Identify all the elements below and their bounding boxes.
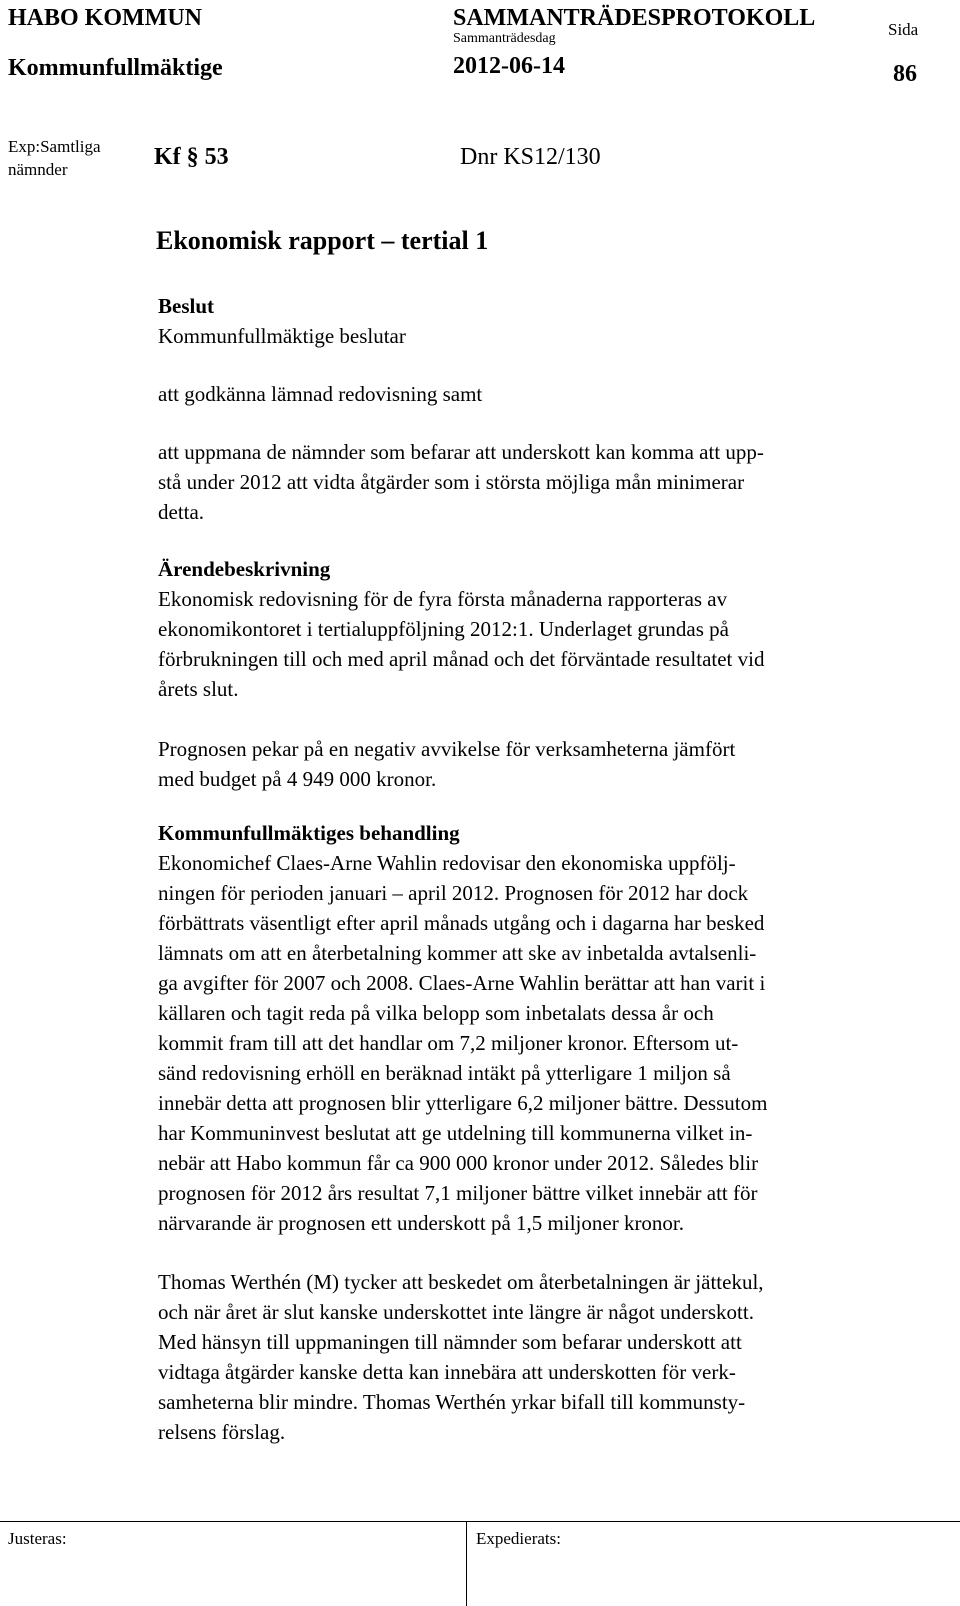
behandling-line: innebär detta att prognosen blir ytterligare 6,2 miljoner bättre. Dessutom [158, 1091, 768, 1115]
behandling-line: och när året är slut kanske underskottet inte längre är något underskott. [158, 1300, 754, 1324]
behandling-line: samheterna blir mindre. Thomas Werthén yrkar bifall till kommunsty- [158, 1390, 746, 1414]
arende-heading: Ärendebeskrivning [158, 557, 331, 581]
behandling-line: nebär att Habo kommun får ca 900 000 kronor under 2012. Således blir [158, 1151, 759, 1175]
beslut-line: att godkänna lämnad redovisning samt [158, 382, 483, 406]
behandling-line: närvarande är prognosen ett underskott på 1,5 miljoner kronor. [158, 1211, 685, 1235]
behandling-line: Med hänsyn till uppmaningen till nämnder som befarar underskott att [158, 1330, 742, 1354]
expedierats-label: Expedierats: [476, 1529, 561, 1548]
expedition-line-2: nämnder [8, 160, 68, 179]
diary-number: Dnr KS12/130 [460, 144, 601, 170]
arende-line: förbrukningen till och med april månad och det förväntade resultatet vid [158, 647, 765, 671]
meeting-date-label: Sammanträdesdag [453, 31, 556, 46]
behandling-line: Ekonomichef Claes-Arne Wahlin redovisar den ekonomiska uppfölj- [158, 851, 736, 875]
justeras-label: Justeras: [8, 1529, 67, 1548]
beslut-line: att uppmana de nämnder som befarar att underskott kan komma att upp- [158, 440, 764, 464]
behandling-line: relsens förslag. [158, 1420, 286, 1444]
beslut-line: detta. [158, 500, 205, 524]
behandling-line: lämnats om att en återbetalning kommer att ske av inbetalda avtalsenli- [158, 941, 757, 965]
arende-line: Prognosen pekar på en negativ avvikelse för verksamheterna jämfört [158, 737, 736, 761]
footer-column-divider [466, 1522, 467, 1606]
behandling-heading: Kommunfullmäktiges behandling [158, 821, 460, 845]
behandling-line: förbättrats väsentligt efter april månads utgång och i dagarna har besked [158, 911, 765, 935]
behandling-line: ningen för perioden januari – april 2012. Prognosen för 2012 har dock [158, 881, 749, 905]
beslut-heading: Beslut [158, 294, 215, 318]
arende-line: ekonomikontoret i tertialuppföljning 2012:1. Underlaget grundas på [158, 617, 729, 641]
behandling-line: kommit fram till att det handlar om 7,2 miljoner kronor. Eftersom ut- [158, 1031, 739, 1055]
expedition-line-1: Exp:Samtliga [8, 137, 101, 156]
arende-line: Ekonomisk redovisning för de fyra första månaderna rapporteras av [158, 587, 728, 611]
behandling-section [158, 818, 918, 1447]
arende-section [158, 554, 918, 794]
beslut-line: stå under 2012 att vidta åtgärder som i största möjliga mån minimerar [158, 470, 745, 494]
arende-line: årets slut. [158, 677, 239, 701]
behandling-line: vidtaga åtgärder kanske detta kan innebära att underskotten för verk- [158, 1360, 736, 1384]
meeting-date: 2012-06-14 [453, 53, 565, 79]
behandling-line: prognosen för 2012 års resultat 7,1 miljoner bättre vilket innebär att för [158, 1181, 758, 1205]
behandling-line: källaren och tagit reda på vilka belopp som inbetalats dessa år och [158, 1001, 714, 1025]
beslut-line: Kommunfullmäktige beslutar [158, 324, 406, 348]
behandling-line: sänd redovisning erhöll en beräknad intäkt på ytterligare 1 miljon så [158, 1061, 731, 1085]
behandling-line: ga avgifter för 2007 och 2008. Claes-Arne Wahlin berättar att han varit i [158, 971, 766, 995]
page-label: Sida [888, 20, 919, 39]
behandling-line: Thomas Werthén (M) tycker att beskedet om återbetalningen är jättekul, [158, 1270, 764, 1294]
paragraph-number: Kf § 53 [154, 144, 229, 170]
arende-line: med budget på 4 949 000 kronor. [158, 767, 437, 791]
behandling-line: har Kommuninvest beslutat att ge utdelning till kommunerna vilket in- [158, 1121, 753, 1145]
footer-divider [0, 1521, 960, 1522]
beslut-section [158, 291, 918, 527]
page-number: 86 [893, 61, 917, 87]
municipality-name: HABO KOMMUN [8, 5, 202, 31]
committee-name: Kommunfullmäktige [8, 55, 223, 81]
document-type: SAMMANTRÄDESPROTOKOLL [453, 5, 816, 31]
page-title: Ekonomisk rapport – tertial 1 [156, 226, 489, 255]
